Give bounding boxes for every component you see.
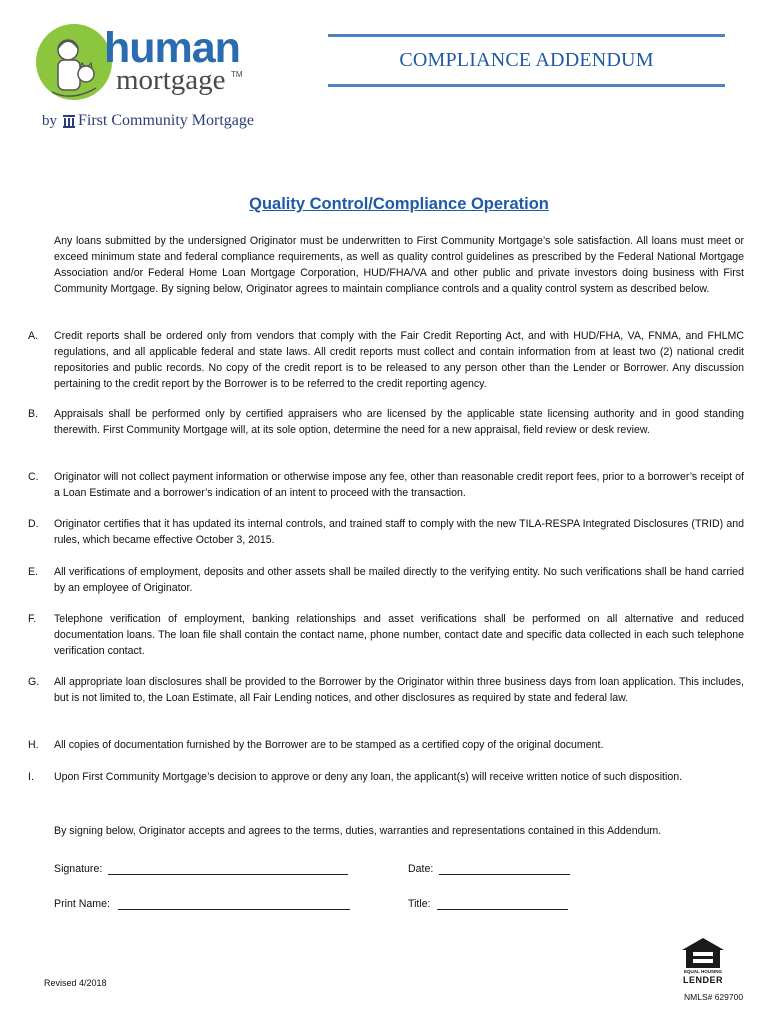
item-letter: G. [28,676,40,688]
eho-lender: LENDER [682,975,723,985]
item-text: All appropriate loan disclosures shall be provided to the Borrower by the Originator within three business days from loan application. This includes, but is not limited to, the Loan Estimate, all Fair Lending notices, and other disclosures as required by state and federal law. [54,676,744,704]
parent-company-name: First Community Mortgage [78,112,254,129]
item-letter: D. [28,518,39,530]
print-name-label: Print Name: [54,898,110,910]
header-top-rule [328,34,725,37]
item-letter: A. [28,330,39,342]
item-letter: C. [28,471,39,483]
brand-name-mortgage: mortgage [116,64,226,96]
intro-paragraph: Any loans submitted by the undersigned Originator must be underwritten to First Community Mortgage’s sole satisfaction. All loans must meet or exceed minimum state and federal compliance requirements, as well as quality control guidelines as prescribed by the Federal National Mortgage Association and/or Federal Home Loan Mortgage Corporation, HUD/FHA/VA and other public and private investors doing business with First Community Mortgage. By signing below, Originator agrees to maintain compliance controls and a quality control system as described below. [54,235,744,295]
item-text: Appraisals shall be performed only by certified appraisers who are licensed by the applicable state licensing authority and in good standing therewith. First Community Mortgage will, at its sole option, determine the need for a new appraisal, field review or desk review. [54,408,744,436]
signature-line[interactable] [108,874,348,875]
item-text: Originator will not collect payment information or otherwise impose any fee, other than reasonable credit report fees, prior to a borrower’s receipt of a Loan Estimate and a borrower’s indication of an intent to proceed with the transaction. [54,471,744,499]
item-letter: H. [28,739,39,751]
brand-by: by [42,113,57,129]
item-text: Telephone verification of employment, banking relationships and asset verifications shall be performed on all alternative and reduced documentation loans. The loan file shall contain the contact name, phone number, contact date and specific data collected in each such telephone verification contact. [54,613,744,657]
closing-paragraph: By signing below, Originator accepts and agrees to the terms, duties, warranties and representations contained in this Addendum. [54,825,662,837]
item-text: All verifications of employment, deposits and other assets shall be mailed directly to the verifying entity. No such verifications shall be hand carried by an employee of Originator. [54,566,744,594]
date-label: Date: [408,863,434,875]
document-title: COMPLIANCE ADDENDUM [399,49,654,71]
item-text: All copies of documentation furnished by the Borrower are to be stamped as a certified copy of the original document. [54,739,604,751]
title-label: Title: [408,898,431,910]
print-name-line[interactable] [118,909,350,910]
item-text: Upon First Community Mortgage’s decision to approve or deny any loan, the applicant(s) will receive written notice of such disposition. [54,771,683,783]
company-logo [34,22,254,137]
signature-label: Signature: [54,863,103,875]
eho-caption: EQUAL HOUSING [684,969,722,974]
item-letter: I. [28,771,34,783]
item-letter: B. [28,408,39,420]
item-text: Credit reports shall be ordered only from vendors that comply with the Fair Credit Reporting Act, and with HUD/FHA, VA, FNMA, and FHLMC regulations, and all applicable federal and state laws. All credit reports must collect and contain information from at least two (2) national credit repositories and public records. No copy of the credit report is to be released to any person other than the Lender or Borrower. Any discussion pertaining to the credit report by the Borrower is to be referred to the credit reporting agency. [54,330,744,390]
header-bottom-rule [328,84,725,87]
date-line[interactable] [439,874,570,875]
brand-name-human: human [104,24,240,72]
revision-date: Revised 4/2018 [44,978,107,988]
title-line[interactable] [437,909,568,910]
item-letter: E. [28,566,39,578]
nmls-number: NMLS# 629700 [684,992,744,1002]
section-title: Quality Control/Compliance Operation [249,195,549,213]
trademark-mark: TM [231,70,243,79]
item-text: Originator certifies that it has updated its internal controls, and trained staff to comply with the new TILA-RESPA Integrated Disclosures (TRID) and rules, which became effective October 3, 2015. [54,518,744,546]
item-letter: F. [28,613,37,625]
